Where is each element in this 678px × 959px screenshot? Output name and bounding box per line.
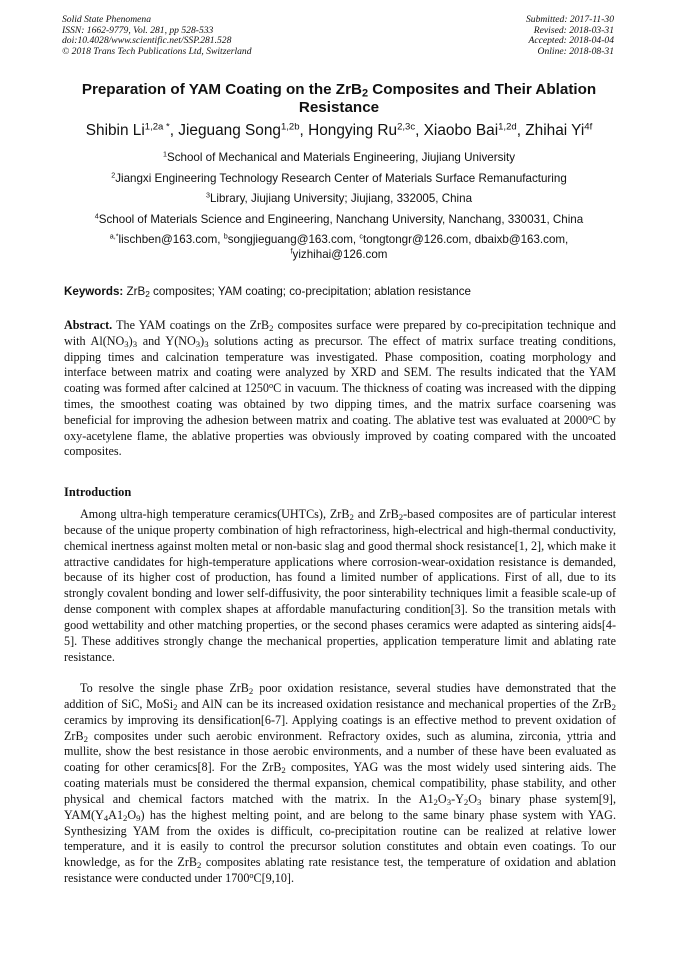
publication-dates — [526, 15, 614, 57]
journal-name: Solid State Phenomena — [62, 14, 151, 25]
abstract: Abstract. The YAM coatings on the ZrB$_2$ composites surface were prepared by co-precipitation technique and with $Al(NO_3)_3$ and $Y(NO_3)_3$ solutions acting as precursor. The effect of matrix surface treating conditions, dipping times and calcination temperature was investigated. Phase composition, coating morphology and interface between matrix and coating were analyzed by XRD and SEM. The results indicated that the YAM coating was formed after calcined at 1250$^o$C in vacuum. The thickness of coating was increased with the dipping times, the smoothest coating was obtained by two dipping times, and the matrix surface coarsening was beneficial for improving the adhesion between matrix and coating. The ablative test was evaluated at 2000$^o$C by oxy-acetylene flame, the ablative properties was obviously improved by coating compared with the uncoated composites. — [64, 318, 617, 459]
journal-info — [62, 15, 252, 57]
author: Zhihai $Yi^{4f}$ — [525, 121, 593, 139]
abstract-label: Abstract. — [64, 318, 113, 332]
author: Hongying $Ru^{2,3c}$, — [308, 121, 424, 139]
paragraph: Among ultra-high temperature ceramics(UHTCs), ZrB$_2$ and ZrB$_2$-based composites are of particular interest because of the unique property combination of high refractoriness, high-electrical and high-thermal conductivity, chemical inertness against molten metal or non-basic slag and good thermal shock resistance[1, 2], which make it attractive candidates for high-temperature applications where corrosion-wear-oxidation resistance is demanded, because of its higher cost of production, has found a limited number of applications. First of all, due to its strongly covalent bonding and lower self-diffusivity, the poor sinterability techniques limit a feasible scale-up of dense component with complex shapes at affordable manufacturing condition[3]. So the transition metals with good wettability and other matching properties, or the second phases ceramics were adapted as sintering aids[4-5]. These additives strongly change the mechanical properties, application temperature limit and ablating rate resistance. — [64, 507, 617, 664]
affiliation: $^2$Jiangxi Engineering Technology Research Center of Materials Surface Remanufacturing — [111, 170, 567, 185]
author: Shibin $Li^{1,2a *}$, — [85, 121, 179, 139]
author: Jieguang Song$^{1,2b}$, — [178, 121, 309, 139]
affiliation: $^1$School of Mechanical and Materials Engineering, Jiujiang University — [163, 149, 515, 164]
author: Xiaobo Bai$^{1,2d}$, — [423, 121, 526, 139]
date-submitted: Submitted: 2017-11-30 — [525, 14, 614, 25]
section-heading: Introduction — [64, 485, 132, 499]
date-revised: Revised: 2018-03-31 — [533, 24, 614, 36]
date-accepted: Accepted: 2018-04-04 — [528, 35, 614, 47]
affiliations — [30, 150, 648, 262]
keywords-label: Keywords: — [64, 285, 124, 298]
journal-issn: ISSN: 1662-9779, Vol. 281, pp 528-533 — [62, 24, 214, 36]
paper-title: Preparation of YAM Coating on the ZrB$_2$ Composites and Their Ablation Resistance — [81, 81, 597, 116]
author-emails: $^{a,*}$lischben@163.com, $^b$songjieguang@163.com, $^c$tongtongr@126.com, dbaixb@163.com, $^f$yizhihai@126.com — [109, 231, 569, 261]
date-online: Online: 2018-08-31 — [537, 45, 614, 57]
affiliation: $^4$School of Materials Science and Engineering, Nanchang University, Nanchang, 330031, China — [94, 211, 584, 226]
author-list — [30, 121, 648, 141]
keywords: Keywords: ZrB$_2$ composites; YAM coating; co-precipitation; ablation resistance — [64, 285, 471, 300]
affiliation: $^3$Library, Jiujiang University; Jiujiang, 332005, China — [205, 190, 473, 205]
journal-copyright: © 2018 Trans Tech Publications Ltd, Switzerland — [62, 45, 252, 57]
paragraph: To resolve the single phase ZrB$_2$ poor oxidation resistance, several studies have demonstrated that the addition of SiC, MoSi$_2$ and AlN can be its increased oxidation resistance and mechanical properties of the ZrB$_2$ ceramics by improving its densification[6-7]. Applying coatings is an effective method to prevent oxidation of ZrB$_2$ composites under such aerobic environment. Refractory oxides, such as alumina, zirconia, yttria and mullite, show the best resistance in those aerobic environments, and a number of these have been evaluated as coating for other ceramics[8]. For the ZrB$_2$ composites, YAG was the most widely used sintering aids. The coating materials must be considered the thermal expansion, chemical compatibility, phase stability, and other physical and chemical factors matched with the matrix. In the $A1_2O_3-Y_2O_3$ binary phase system[9], $YAM(Y_4A1_2O_9)$ has the highest melting point, and are belong to the same binary phase system with YAG. Synthesizing YAM from the oxides is difficult, co-precipitation routine can be realized at relative lower temperature, and it is easily to control the precursor solution constitutes and obtain even coatings. To our knowledge, as for the ZrB$_2$ composites ablating rate resistance test, the temperature of oxidation and ablation resistance were conducted under 1700$^o$C[9,10]. — [64, 681, 617, 886]
journal-doi: doi:10.4028/www.scientific.net/SSP.281.528 — [62, 35, 232, 47]
